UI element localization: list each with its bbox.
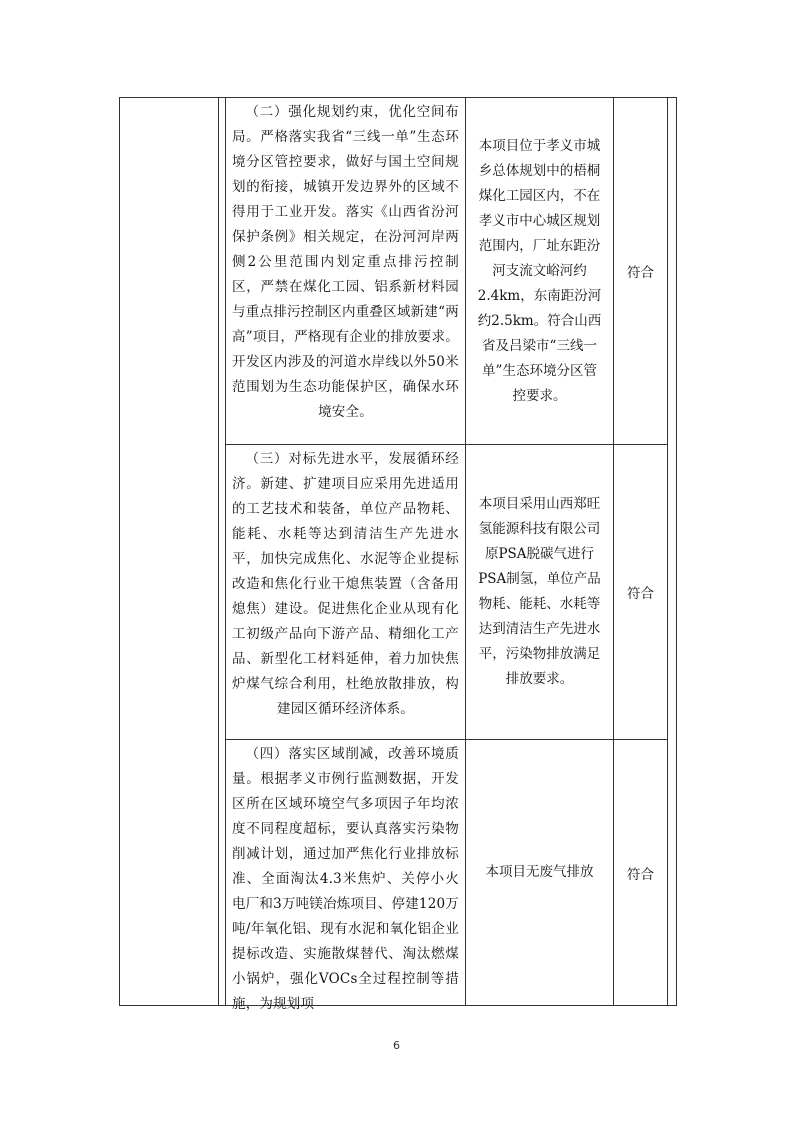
conclusion-cell: 符合 — [627, 265, 654, 281]
requirement-cell: （二）强化规划约束，优化空间布局。严格落实我省“三线一单”生态环境分区管控要求，做好与国土空间规划的衔接，城镇开发边界外的区域不得用于工业开发。落实《山西省汾河保护条例》相关规定，在汾河河岸两侧2公里范围内划定重点排污控制区，严禁在煤化工园、铝系新材料园与重点排污控制区内重叠区域新建“两高”项目，严格现有企业的排放要求。开发区内涉及的河道水岸线以外50米范围划为生态功能保护区，确保水环境安全。 — [232, 104, 459, 420]
project-description-cell: 本项目采用山西郑旺氢能源科技有限公司原PSA脱碳气进行PSA制氢，单位产品物耗、能耗、水耗等达到清洁生产先进水平，污染物排放满足排放要求。 — [478, 496, 601, 687]
table-border-left — [119, 97, 120, 1006]
table-divider — [667, 97, 668, 1006]
project-description-cell: 本项目无废气排放 — [485, 864, 594, 880]
requirement-cell: （四）落实区域削减，改善环境质量。根据孝义市例行监测数据，开发区所在区域环境空气多项因子年均浓度不同程度超标，要认真落实污染物削减计划，通过加严焦化行业排放标准、全面淘汰4.3米焦炉、关停小火电厂和3万吨镁冶炼项目、停建120万吨/年氧化铝、现有水泥和氧化铝企业提标改造、实施散煤替代、淘汰燃煤小锅炉，强化VOCs全过程控制等措施，为规划项 — [232, 746, 459, 1012]
table-divider — [218, 97, 219, 1006]
page-number: 6 — [393, 1039, 400, 1052]
project-description-cell: 本项目位于孝义市城乡总体规划中的梧桐煤化工园区内，不在孝义市中心城区规划范围内，厂址东距汾河支流文峪河约2.4km，东南距汾河约2.5km。符合山西省及吕梁市“三线一单”生态环境分区管控要求。 — [477, 137, 602, 404]
conclusion-cell: 符合 — [627, 586, 654, 602]
requirement-cell: （三）对标先进水平，发展循环经济。新建、扩建项目应采用先进适用的工艺技术和装备，单位产品物耗、能耗、水耗等达到清洁生产先进水平，加快完成焦化、水泥等企业提标改造和焦化行业干熄焦装置（含备用熄焦）建设。促进焦化企业从现有化工初级产品向下游产品、精细化工产品、新型化工材料延伸，着力加快焦炉煤气综合利用，杜绝放散排放，构建园区循环经济体系。 — [232, 451, 459, 717]
conclusion-cell: 符合 — [627, 866, 654, 883]
table-border-bottom — [119, 1005, 677, 1006]
table-border-right — [676, 97, 677, 1006]
compliance-table — [119, 97, 677, 1012]
